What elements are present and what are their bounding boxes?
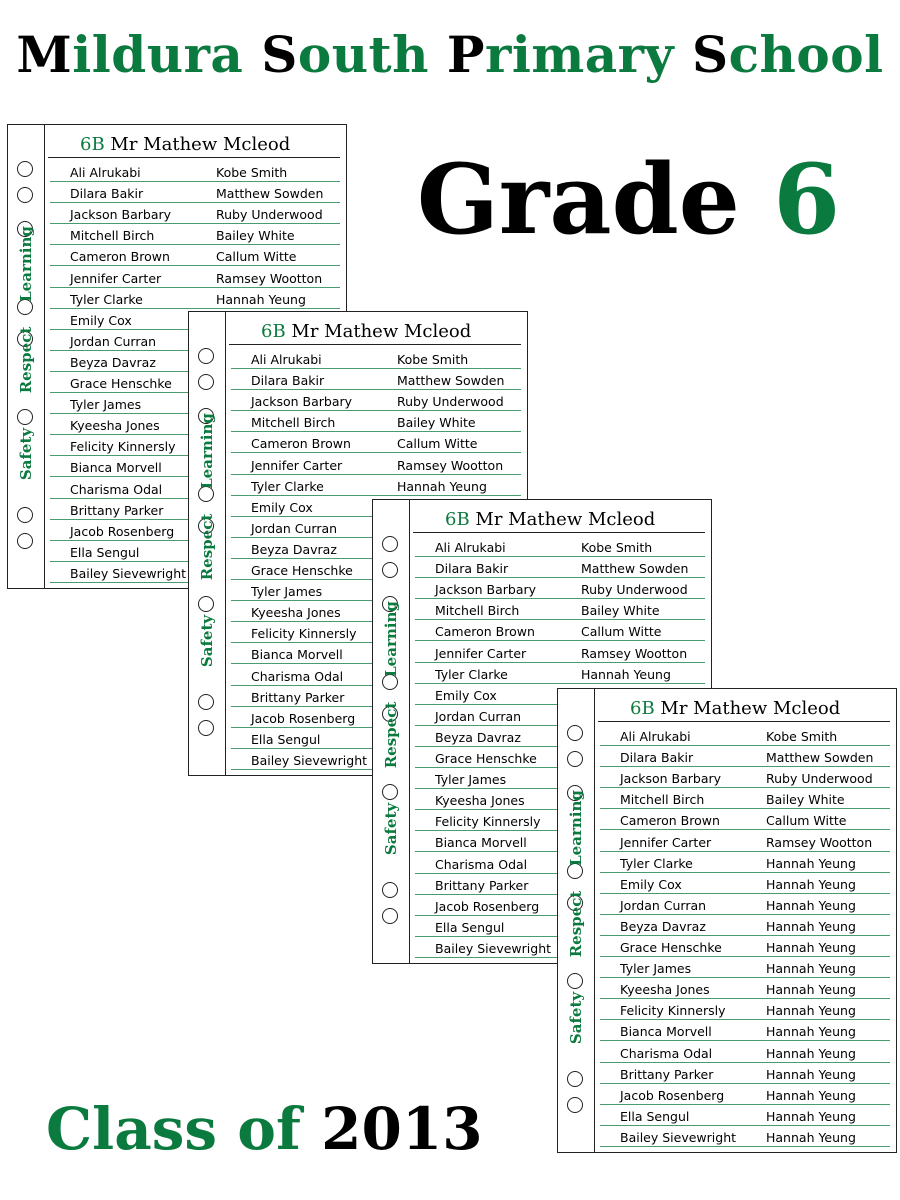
student-name: Ramsey Wootton xyxy=(216,271,323,286)
value-safety: Safety xyxy=(17,427,35,481)
student-name: Hannah Yeung xyxy=(766,856,856,871)
table-row xyxy=(50,288,340,309)
student-name: Jordan Curran xyxy=(620,898,707,913)
value-respect: Respect xyxy=(17,326,35,394)
student-name: Kyeesha Jones xyxy=(620,983,710,998)
student-name: Jacob Rosenberg xyxy=(70,524,175,539)
student-name: Bailey White xyxy=(397,416,476,431)
student-name: Jackson Barbary xyxy=(435,583,537,598)
student-name: Felicity Kinnersly xyxy=(251,627,357,642)
binder-hole xyxy=(198,374,214,390)
student-name: Kyeesha Jones xyxy=(435,794,525,809)
student-name: Tyler James xyxy=(435,773,507,788)
student-name: Ella Sengul xyxy=(435,920,505,935)
student-name: Hannah Yeung xyxy=(766,962,856,977)
student-name: Kobe Smith xyxy=(397,353,469,368)
binder-hole xyxy=(567,751,583,767)
table-row xyxy=(600,957,890,978)
table-row xyxy=(600,999,890,1020)
binder-hole xyxy=(382,536,398,552)
student-name: Ruby Underwood xyxy=(216,208,323,223)
student-name: Callum Witte xyxy=(216,250,297,265)
student-name: Jennifer Carter xyxy=(251,458,343,473)
table-row xyxy=(600,915,890,936)
student-name: Bailey White xyxy=(581,604,660,619)
student-name: Felicity Kinnersly xyxy=(70,440,176,455)
student-name: Brittany Parker xyxy=(251,690,345,705)
table-row xyxy=(50,161,340,182)
student-name: Hannah Yeung xyxy=(766,1109,856,1124)
student-name: Ruby Underwood xyxy=(397,395,504,410)
binder-hole xyxy=(567,725,583,741)
student-name: Mitchell Birch xyxy=(620,793,705,808)
student-name: Cameron Brown xyxy=(70,250,170,265)
student-name: Ruby Underwood xyxy=(581,583,688,598)
student-name: Grace Henschke xyxy=(70,377,172,392)
student-name: Hannah Yeung xyxy=(766,1025,856,1040)
binder-hole xyxy=(198,694,214,710)
student-list xyxy=(600,725,890,1147)
student-name: Emily Cox xyxy=(251,500,313,515)
sheet-header xyxy=(413,510,705,533)
class-code: 6B xyxy=(80,134,105,155)
table-row xyxy=(50,182,340,203)
margin-line xyxy=(44,125,45,588)
student-name: Ali Alrukabi xyxy=(251,353,322,368)
table-row xyxy=(600,1084,890,1105)
school-title xyxy=(0,25,900,84)
student-name: Bailey Sievewright xyxy=(620,1130,737,1145)
student-name: Bailey Sievewright xyxy=(435,941,552,956)
binder-hole xyxy=(17,187,33,203)
student-name: Emily Cox xyxy=(70,313,132,328)
table-row xyxy=(600,852,890,873)
student-name: Bianca Morvell xyxy=(251,648,343,663)
value-learning: Learning xyxy=(198,413,216,489)
binder-hole xyxy=(567,1097,583,1113)
value-learning: Learning xyxy=(567,790,585,866)
teacher-name: Mr Mathew Mcleod xyxy=(110,134,291,155)
student-name: Cameron Brown xyxy=(435,625,535,640)
student-name: Charisma Odal xyxy=(251,669,344,684)
grade-number: 6 xyxy=(773,143,840,256)
student-name: Jackson Barbary xyxy=(251,395,353,410)
binder-hole xyxy=(567,1071,583,1087)
student-name: Dilara Bakir xyxy=(620,751,694,766)
class-year: 2013 xyxy=(321,1095,483,1163)
student-name: Jordan Curran xyxy=(435,709,522,724)
student-name: Kobe Smith xyxy=(766,730,838,745)
sheet-header xyxy=(598,699,890,722)
table-row xyxy=(415,536,705,557)
table-row xyxy=(600,1063,890,1084)
table-row xyxy=(231,369,521,390)
student-name: Dilara Bakir xyxy=(70,187,144,202)
student-name: Hannah Yeung xyxy=(216,292,306,307)
binder-hole xyxy=(198,720,214,736)
school-title-word: ildura xyxy=(72,25,262,84)
student-name: Jackson Barbary xyxy=(620,772,722,787)
student-name: Beyza Davraz xyxy=(435,730,521,745)
student-name: Hannah Yeung xyxy=(581,667,671,682)
table-row xyxy=(415,620,705,641)
student-name: Grace Henschke xyxy=(435,752,537,767)
value-safety: Safety xyxy=(198,614,216,668)
student-name: Ali Alrukabi xyxy=(435,541,506,556)
student-name: Emily Cox xyxy=(620,877,682,892)
school-title-word: outh xyxy=(297,25,447,84)
binder-hole xyxy=(382,882,398,898)
student-name: Kobe Smith xyxy=(581,541,653,556)
table-row xyxy=(231,411,521,432)
student-name: Matthew Sowden xyxy=(397,374,505,389)
binder-hole xyxy=(382,908,398,924)
table-row xyxy=(600,978,890,999)
student-name: Hannah Yeung xyxy=(766,1088,856,1103)
student-name: Mitchell Birch xyxy=(251,416,336,431)
student-name: Jacob Rosenberg xyxy=(620,1088,725,1103)
student-name: Cameron Brown xyxy=(251,437,351,452)
table-row xyxy=(600,1126,890,1147)
student-name: Ali Alrukabi xyxy=(620,730,691,745)
student-name: Jennifer Carter xyxy=(435,646,527,661)
school-title-word: rimary xyxy=(485,25,692,84)
student-name: Callum Witte xyxy=(397,437,478,452)
table-row xyxy=(50,203,340,224)
class-code: 6B xyxy=(261,321,286,342)
value-learning: Learning xyxy=(17,226,35,302)
sheet-header xyxy=(229,322,521,345)
table-row xyxy=(600,1105,890,1126)
value-safety: Safety xyxy=(567,991,585,1045)
binder-hole xyxy=(17,533,33,549)
school-title-initial: S xyxy=(691,25,729,84)
margin-line xyxy=(225,312,226,775)
student-name: Tyler James xyxy=(620,962,692,977)
table-row xyxy=(231,475,521,496)
student-name: Callum Witte xyxy=(766,814,847,829)
student-name: Ali Alrukabi xyxy=(70,166,141,181)
table-row xyxy=(50,224,340,245)
school-title-initial: P xyxy=(446,25,486,84)
student-name: Dilara Bakir xyxy=(251,374,325,389)
student-name: Bailey Sievewright xyxy=(70,566,187,581)
table-row xyxy=(600,767,890,788)
class-of-title xyxy=(46,1095,483,1163)
student-name: Jacob Rosenberg xyxy=(435,899,540,914)
student-name: Kyeesha Jones xyxy=(251,606,341,621)
student-name: Ramsey Wootton xyxy=(581,646,688,661)
student-name: Ella Sengul xyxy=(251,732,321,747)
student-name: Matthew Sowden xyxy=(766,751,874,766)
student-name: Charisma Odal xyxy=(435,857,528,872)
teacher-name: Mr Mathew Mcleod xyxy=(291,321,472,342)
margin-line xyxy=(594,689,595,1152)
student-name: Emily Cox xyxy=(435,688,497,703)
student-name: Tyler Clarke xyxy=(70,292,143,307)
table-row xyxy=(600,873,890,894)
binder-hole xyxy=(17,507,33,523)
table-row xyxy=(415,599,705,620)
student-name: Brittany Parker xyxy=(620,1067,714,1082)
table-row xyxy=(415,578,705,599)
student-name: Bianca Morvell xyxy=(435,836,527,851)
table-row xyxy=(600,809,890,830)
table-row xyxy=(415,557,705,578)
student-name: Callum Witte xyxy=(581,625,662,640)
student-name: Ramsey Wootton xyxy=(397,458,504,473)
student-name: Jennifer Carter xyxy=(70,271,162,286)
teacher-name: Mr Mathew Mcleod xyxy=(660,698,841,719)
student-name: Jacob Rosenberg xyxy=(251,711,356,726)
student-name: Tyler Clarke xyxy=(435,667,508,682)
student-name: Dilara Bakir xyxy=(435,562,509,577)
student-name: Hannah Yeung xyxy=(766,1130,856,1145)
value-safety: Safety xyxy=(382,802,400,856)
student-name: Matthew Sowden xyxy=(581,562,689,577)
table-row xyxy=(231,348,521,369)
student-name: Ramsey Wootton xyxy=(766,835,873,850)
value-respect: Respect xyxy=(567,890,585,958)
student-name: Jackson Barbary xyxy=(70,208,172,223)
binder-hole xyxy=(17,161,33,177)
student-name: Hannah Yeung xyxy=(766,941,856,956)
grade-title xyxy=(416,143,840,256)
student-name: Kyeesha Jones xyxy=(70,419,160,434)
school-values xyxy=(563,779,589,1069)
table-row xyxy=(50,266,340,287)
student-name: Bailey White xyxy=(216,229,295,244)
student-name: Grace Henschke xyxy=(620,941,722,956)
teacher-name: Mr Mathew Mcleod xyxy=(475,509,656,530)
student-name: Jordan Curran xyxy=(70,334,157,349)
table-row xyxy=(600,1020,890,1041)
school-title-initial: M xyxy=(16,25,73,84)
school-values xyxy=(378,590,404,880)
table-row xyxy=(50,245,340,266)
student-name: Tyler Clarke xyxy=(620,856,693,871)
student-name: Bailey Sievewright xyxy=(251,753,368,768)
student-name: Brittany Parker xyxy=(435,878,529,893)
student-name: Beyza Davraz xyxy=(620,919,706,934)
student-name: Hannah Yeung xyxy=(766,1067,856,1082)
table-row xyxy=(415,641,705,662)
student-name: Cameron Brown xyxy=(620,814,720,829)
table-row xyxy=(600,894,890,915)
student-name: Kobe Smith xyxy=(216,166,288,181)
student-name: Mitchell Birch xyxy=(70,229,155,244)
student-name: Ruby Underwood xyxy=(766,772,873,787)
grade-word: Grade xyxy=(416,143,740,256)
table-row xyxy=(415,663,705,684)
student-name: Grace Henschke xyxy=(251,564,353,579)
class-code: 6B xyxy=(445,509,470,530)
sheet-4 xyxy=(557,688,897,1153)
table-row xyxy=(600,936,890,957)
student-name: Hannah Yeung xyxy=(766,1004,856,1019)
student-name: Ella Sengul xyxy=(70,545,140,560)
student-name: Charisma Odal xyxy=(620,1046,713,1061)
student-name: Hannah Yeung xyxy=(766,983,856,998)
school-title-initial: S xyxy=(261,25,298,84)
student-name: Felicity Kinnersly xyxy=(435,815,541,830)
table-row xyxy=(231,453,521,474)
school-values xyxy=(194,402,220,692)
table-row xyxy=(600,746,890,767)
student-name: Tyler Clarke xyxy=(251,479,324,494)
student-name: Jennifer Carter xyxy=(620,835,712,850)
student-name: Hannah Yeung xyxy=(766,1046,856,1061)
table-row xyxy=(600,725,890,746)
student-name: Hannah Yeung xyxy=(766,919,856,934)
student-name: Beyza Davraz xyxy=(251,542,337,557)
table-row xyxy=(231,432,521,453)
student-name: Bianca Morvell xyxy=(620,1025,712,1040)
student-name: Tyler James xyxy=(70,398,142,413)
value-learning: Learning xyxy=(382,601,400,677)
binder-hole xyxy=(198,348,214,364)
student-name: Hannah Yeung xyxy=(766,877,856,892)
table-row xyxy=(600,1041,890,1062)
student-name: Mitchell Birch xyxy=(435,604,520,619)
class-of-text: Class of xyxy=(46,1095,301,1163)
class-code: 6B xyxy=(630,698,655,719)
value-respect: Respect xyxy=(198,513,216,581)
student-name: Ella Sengul xyxy=(620,1109,690,1124)
student-name: Bailey White xyxy=(766,793,845,808)
table-row xyxy=(231,390,521,411)
student-name: Jordan Curran xyxy=(251,521,338,536)
student-name: Beyza Davraz xyxy=(70,355,156,370)
student-name: Hannah Yeung xyxy=(766,898,856,913)
school-title-word: chool xyxy=(728,25,884,84)
student-name: Tyler James xyxy=(251,585,323,600)
student-name: Felicity Kinnersly xyxy=(620,1004,726,1019)
sheet-header xyxy=(48,135,340,158)
student-name: Matthew Sowden xyxy=(216,187,324,202)
student-name: Hannah Yeung xyxy=(397,479,487,494)
student-name: Brittany Parker xyxy=(70,503,164,518)
student-name: Bianca Morvell xyxy=(70,461,162,476)
school-values xyxy=(13,215,39,505)
student-name: Charisma Odal xyxy=(70,482,163,497)
margin-line xyxy=(409,500,410,963)
binder-hole xyxy=(382,562,398,578)
value-respect: Respect xyxy=(382,701,400,769)
table-row xyxy=(600,788,890,809)
table-row xyxy=(600,830,890,851)
